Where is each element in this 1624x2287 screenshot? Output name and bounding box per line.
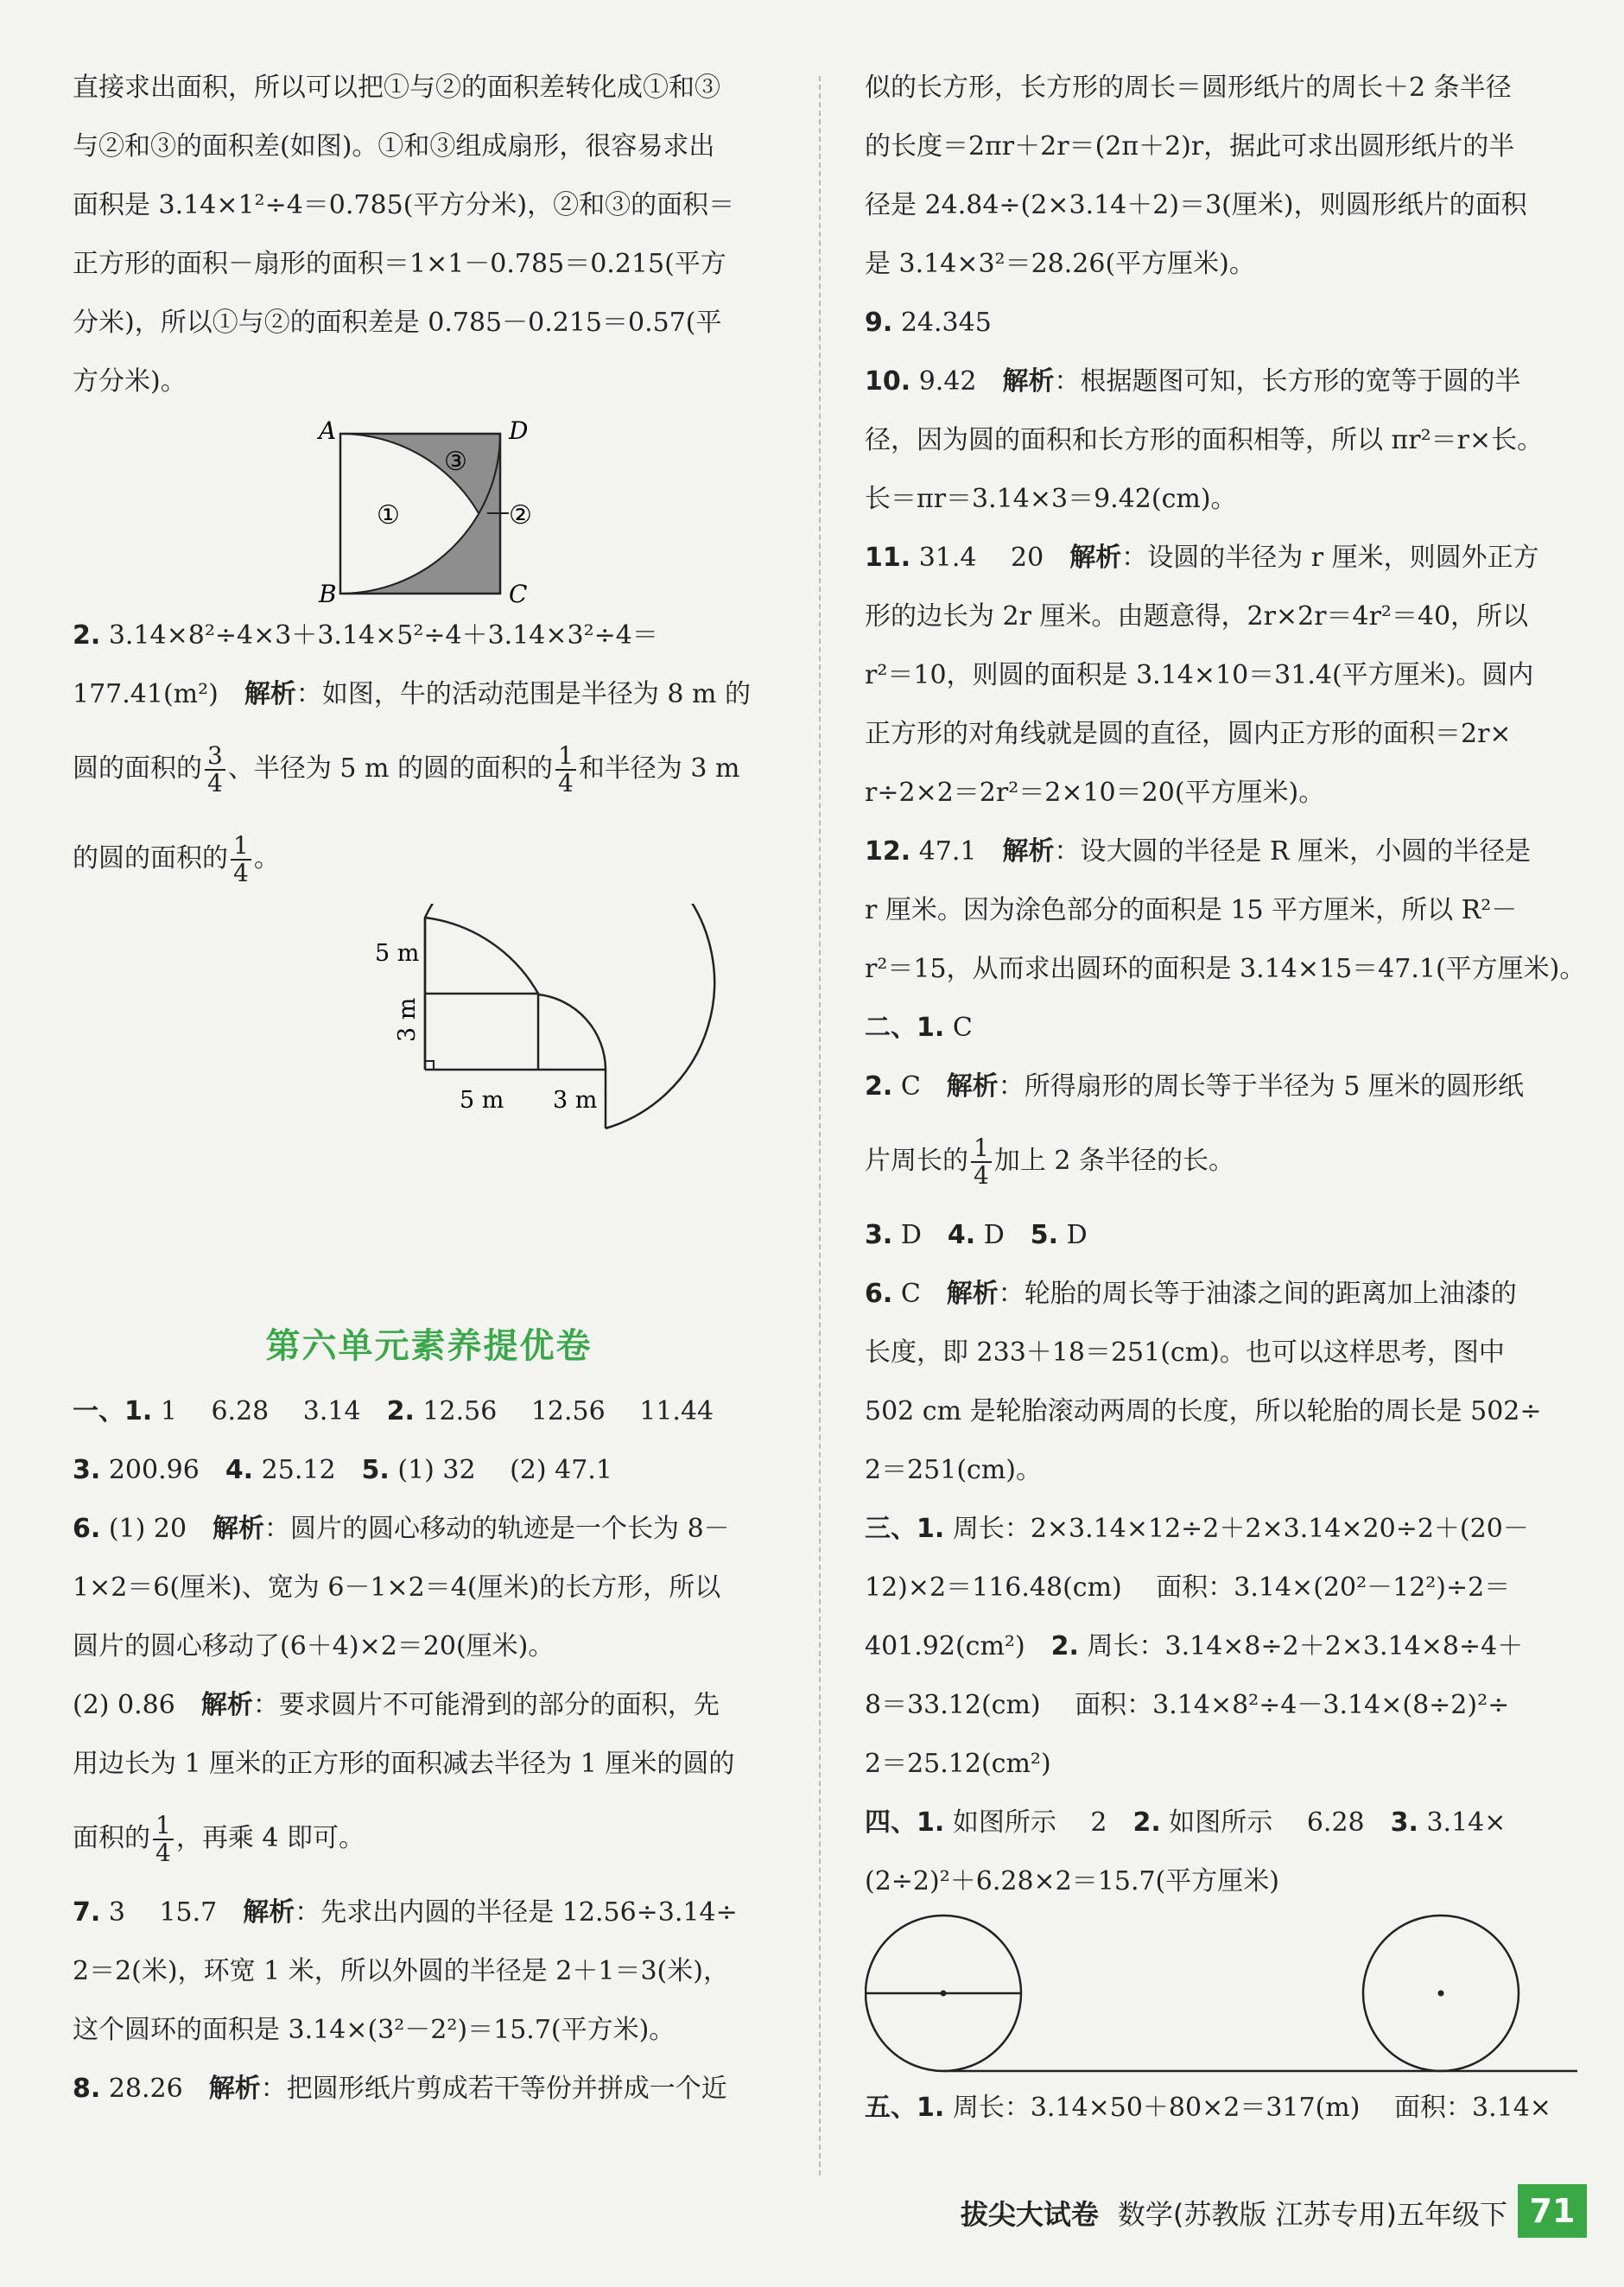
text-line: 形的边长为 2r 厘米。由题意得，2r×2r＝4r²＝40，所以 (865, 601, 1529, 632)
denominator: 4 (557, 769, 574, 797)
text-line: 长＝πr＝3.14×3＝9.42(cm)。 (865, 484, 1237, 514)
text: 周长：3.14×50＋80×2＝317(m) 面积：3.14× (952, 2093, 1551, 2123)
text-line: (2÷2)²＋6.28×2＝15.7(平方厘米) (865, 1866, 1279, 1896)
answers: D (900, 1220, 948, 1250)
s2-q2-line2 (865, 1116, 1577, 1206)
fraction (555, 743, 576, 797)
center-dot (941, 1991, 947, 1997)
text: ：要求圆片不可能滑到的部分的面积，先 (252, 1690, 720, 1720)
q2-formula: 3.14×8²÷4×3＋3.14×5²÷4＋3.14×3²÷4＝ (108, 620, 658, 651)
answers: 3 15.7 (108, 1897, 244, 1928)
text-line: 似的长方形，长方形的周长＝圆形纸片的周长＋2 条半径 (865, 73, 1512, 103)
text: 周长：2×3.14×12÷2＋2×3.14×20÷2＋(20－ (952, 1514, 1529, 1544)
q-number: 2. (865, 1071, 893, 1102)
analysis-label: 解析 (213, 1514, 265, 1544)
text: ：所得扇形的周长等于半径为 5 厘米的圆形纸 (998, 1071, 1524, 1102)
numerator: 1 (153, 1813, 174, 1840)
analysis-label: 解析 (1069, 543, 1122, 573)
answers: 28.26 (108, 2074, 209, 2104)
text-line: r 厘米。因为涂色部分的面积是 15 平方厘米，所以 R²－ (865, 895, 1518, 925)
label-3m-vertical: 3 m (394, 997, 421, 1042)
label-3m-horizontal: 3 m (553, 1087, 598, 1114)
q12-line1 (865, 823, 1577, 881)
s5-line1 (865, 2079, 1577, 2138)
analysis-label: 解析 (244, 679, 296, 709)
q-number: 2. (1050, 1631, 1079, 1661)
text-line: 是 3.14×3²＝28.26(平方厘米)。 (865, 249, 1255, 279)
q-number: 2. (386, 1396, 415, 1426)
section-number: 三、1. (865, 1514, 945, 1544)
q-number: 9. (865, 308, 893, 338)
q6-part2-line1 (73, 1676, 785, 1735)
intro-line: 与②和③的面积差(如图)。①和③组成扇形，很容易求出 (73, 131, 715, 162)
q2-answer: 177.41(m²) (73, 679, 219, 709)
answers: C (952, 1013, 973, 1043)
intro-line: 分米)，所以①与②的面积差是 0.785－0.215＝0.57(平 (73, 308, 722, 338)
text: 片周长的 (865, 1146, 968, 1176)
text-line: 径，因为圆的面积和长方形的面积相等，所以 πr²＝r×长。 (865, 425, 1544, 455)
q-number: 3. (73, 1455, 101, 1485)
s1-line2 (73, 1441, 785, 1500)
answers: 9.42 (918, 366, 1003, 397)
brand-name: 拔尖大试卷 (960, 2198, 1099, 2231)
text: 3.14× (1426, 1807, 1507, 1838)
numerator: 1 (971, 1135, 992, 1163)
q8-line1 (73, 2060, 785, 2119)
region-1-label: ① (377, 500, 400, 530)
fraction (205, 743, 225, 797)
fraction (153, 1813, 174, 1866)
text: 面积的 (73, 1823, 150, 1853)
text: ：设圆的半径为 r 厘米，则圆外正方 (1121, 543, 1539, 573)
label-b: B (319, 580, 337, 607)
q10-line1 (865, 353, 1577, 411)
circles-figure (865, 1911, 1577, 2079)
right-column (865, 59, 1586, 2138)
column-divider (819, 76, 821, 2176)
q9-line (865, 294, 1577, 353)
q2-line1 (73, 607, 785, 665)
text-line: 1×2＝6(厘米)、宽为 6－1×2＝4(厘米)的长方形，所以 (73, 1572, 721, 1603)
denominator: 4 (974, 1161, 989, 1190)
q-number: 5. (361, 1455, 390, 1485)
numerator: 3 (205, 743, 225, 771)
denominator: 4 (207, 769, 223, 797)
answers: D (983, 1220, 1031, 1250)
analysis-label: 解析 (243, 1897, 295, 1928)
intro-line: 正方形的面积－扇形的面积＝1×1－0.785＝0.215(平方 (73, 249, 726, 279)
q-number: 6. (73, 1514, 101, 1544)
left-column (73, 59, 785, 2119)
label-5m-horizontal: 5 m (460, 1087, 504, 1114)
answers: 401.92(cm²) (865, 1631, 1051, 1661)
answers: C (900, 1071, 947, 1102)
text: ：轮胎的周长等于油漆之间的距离加上油漆的 (998, 1279, 1517, 1309)
analysis-label: 解析 (946, 1071, 999, 1102)
answers: 25.12 (261, 1455, 362, 1485)
q2-analysis: ：如图，牛的活动范围是半径为 8 m 的 (295, 679, 752, 709)
q6-part2-line3 (73, 1794, 785, 1884)
numerator: 1 (231, 833, 251, 861)
text-line: 12)×2＝116.48(cm) 面积：3.14×(20²－12²)÷2＝ (865, 1572, 1511, 1603)
fraction (971, 1135, 992, 1189)
square-sector-figure (73, 411, 785, 607)
label-c: C (509, 580, 528, 607)
q-number: 3. (1390, 1807, 1418, 1838)
section-title: 第六单元素养提优卷 (265, 1326, 593, 1366)
section-number: 五、1. (865, 2093, 945, 2123)
analysis-label: 解析 (208, 2074, 261, 2104)
text-line: 径是 24.84÷(2×3.14＋2)＝3(厘米)，则圆形纸片的面积 (865, 190, 1527, 220)
label-d: D (509, 416, 529, 445)
section-number: 四、1. (865, 1807, 945, 1838)
q-number: 8. (73, 2074, 101, 2104)
label-a: A (319, 416, 337, 445)
label-5m-vertical: 5 m (375, 940, 420, 967)
numerator: 1 (555, 743, 576, 771)
text-line: r²＝15，从而求出圆环的面积是 3.14×15＝47.1(平方厘米)。 (865, 954, 1586, 984)
text: ：设大圆的半径是 R 厘米，小圆的半径是 (1054, 836, 1532, 867)
answers: D (1066, 1220, 1088, 1250)
denominator: 4 (155, 1839, 171, 1867)
text-line: 用边长为 1 厘米的正方形的面积减去半径为 1 厘米的圆的 (73, 1749, 735, 1779)
rect-outline (425, 994, 538, 1070)
text: 。 (253, 843, 280, 874)
analysis-label: 解析 (1002, 836, 1055, 867)
intro-line: 面积是 3.14×1²÷4＝0.785(平方分米)，②和③的面积＝ (73, 190, 735, 220)
text-line: 的长度＝2πr＋2r＝(2π＋2)r，据此可求出圆形纸片的半 (865, 131, 1515, 162)
intro-line: 直接求出面积，所以可以把①与②的面积差转化成①和③ (73, 73, 720, 103)
text: ：根据题图可知，长方形的宽等于圆的半 (1054, 366, 1521, 397)
text: 如图所示 6.28 (1169, 1807, 1391, 1838)
section-number: 一、1. (73, 1396, 153, 1426)
page-footer (865, 2184, 1587, 2233)
region-3-label: ③ (444, 447, 467, 477)
q-number: 4. (947, 1220, 976, 1250)
answers: (1) 20 (108, 1514, 213, 1544)
q-number: 10. (865, 366, 911, 397)
text-line: 长度，即 233＋18＝251(cm)。也可以这样思考，图中 (865, 1337, 1505, 1368)
arc-r5 (425, 918, 538, 994)
fraction (231, 833, 251, 886)
q-number: 2. (1132, 1807, 1161, 1838)
q2-line4 (73, 814, 785, 904)
q6-line1 (73, 1500, 785, 1559)
s2-q3-q5-line (865, 1206, 1577, 1265)
cow-area-figure (73, 904, 785, 1310)
text: 周长：3.14×8÷2＋2×3.14×8÷4＋ (1087, 1631, 1524, 1661)
text-line: 8＝33.12(cm) 面积：3.14×8²÷4－3.14×(8÷2)²÷ (865, 1690, 1510, 1720)
answers: 1 6.28 3.14 (160, 1396, 387, 1426)
intro-line: 方分米)。 (73, 366, 187, 397)
answers: 31.4 20 (918, 543, 1070, 573)
q-number: 3. (865, 1220, 893, 1250)
s2-q6-line1 (865, 1265, 1577, 1324)
text-line: 502 cm 是轮胎滚动两周的长度，所以轮胎的周长是 502÷ (865, 1396, 1542, 1426)
q-number: 6. (865, 1279, 893, 1309)
s2-q2-line1 (865, 1058, 1577, 1116)
q-number: 11. (865, 543, 911, 573)
text: 加上 2 条半径的长。 (993, 1146, 1234, 1176)
denominator: 4 (233, 859, 249, 887)
text-line: 圆片的圆心移动了(6＋4)×2＝20(厘米)。 (73, 1631, 555, 1661)
text: ：把圆形纸片剪成若干等份并拼成一个近 (260, 2074, 727, 2104)
q-number: 7. (73, 1897, 101, 1928)
text: 圆的面积的 (73, 753, 202, 784)
center-dot (1438, 1991, 1444, 1997)
answers: (2) 0.86 (73, 1690, 201, 1720)
s1-line1 (73, 1382, 785, 1441)
s3-line1 (865, 1500, 1577, 1559)
analysis-label: 解析 (946, 1279, 999, 1309)
q2-line2 (73, 665, 785, 724)
text: 的圆的面积的 (73, 843, 228, 874)
q-number: 5. (1030, 1220, 1059, 1250)
region-2-label: ② (509, 500, 532, 530)
answers: 24.345 (900, 308, 992, 338)
answers: 47.1 (918, 836, 1003, 867)
answers: (1) 32 (2) 47.1 (397, 1455, 612, 1485)
answers: 12.56 12.56 11.44 (422, 1396, 714, 1426)
section-number: 二、1. (865, 1013, 945, 1043)
analysis-label: 解析 (200, 1690, 253, 1720)
text-line: 正方形的对角线就是圆的直径，圆内正方形的面积＝2r× (865, 719, 1512, 749)
text-line: r²＝10，则圆的面积是 3.14×10＝31.4(平方厘米)。圆内 (865, 660, 1534, 690)
text: ：圆片的圆心移动的轨迹是一个长为 8－ (264, 1514, 730, 1544)
text: ，再乘 4 即可。 (175, 1823, 365, 1853)
text: 、半径为 5 m 的圆的面积的 (227, 753, 553, 784)
text: 如图所示 2 (952, 1807, 1133, 1838)
s2-line1 (865, 999, 1577, 1058)
answers: 200.96 (108, 1455, 225, 1485)
subject-label: 数学(苏教版 江苏专用)五年级下 (1117, 2198, 1507, 2231)
q2-number: 2. (73, 620, 101, 651)
s3-line3 (865, 1617, 1577, 1676)
page-number: 71 (1518, 2184, 1587, 2238)
text-line: 2＝25.12(cm²) (865, 1749, 1051, 1779)
q2-line3 (73, 724, 785, 814)
q-number: 4. (225, 1455, 254, 1485)
analysis-label: 解析 (1002, 366, 1055, 397)
text-line: r÷2×2＝2r²＝2×10＝20(平方厘米)。 (865, 778, 1325, 808)
q-number: 12. (865, 836, 911, 867)
text: ：先求出内圆的半径是 12.56÷3.14÷ (295, 1897, 738, 1928)
text-line: 这个圆环的面积是 3.14×(3²－2²)＝15.7(平方米)。 (73, 2015, 676, 2045)
text: 和半径为 3 m (578, 753, 740, 784)
q11-line1 (865, 529, 1577, 588)
answers: C (900, 1279, 947, 1309)
s4-line1 (865, 1794, 1577, 1852)
q7-line1 (73, 1884, 785, 1942)
text-line: 2＝2(米)，环宽 1 米，所以外圆的半径是 2＋1＝3(米)， (73, 1956, 729, 1986)
text-line: 2＝251(cm)。 (865, 1455, 1043, 1485)
